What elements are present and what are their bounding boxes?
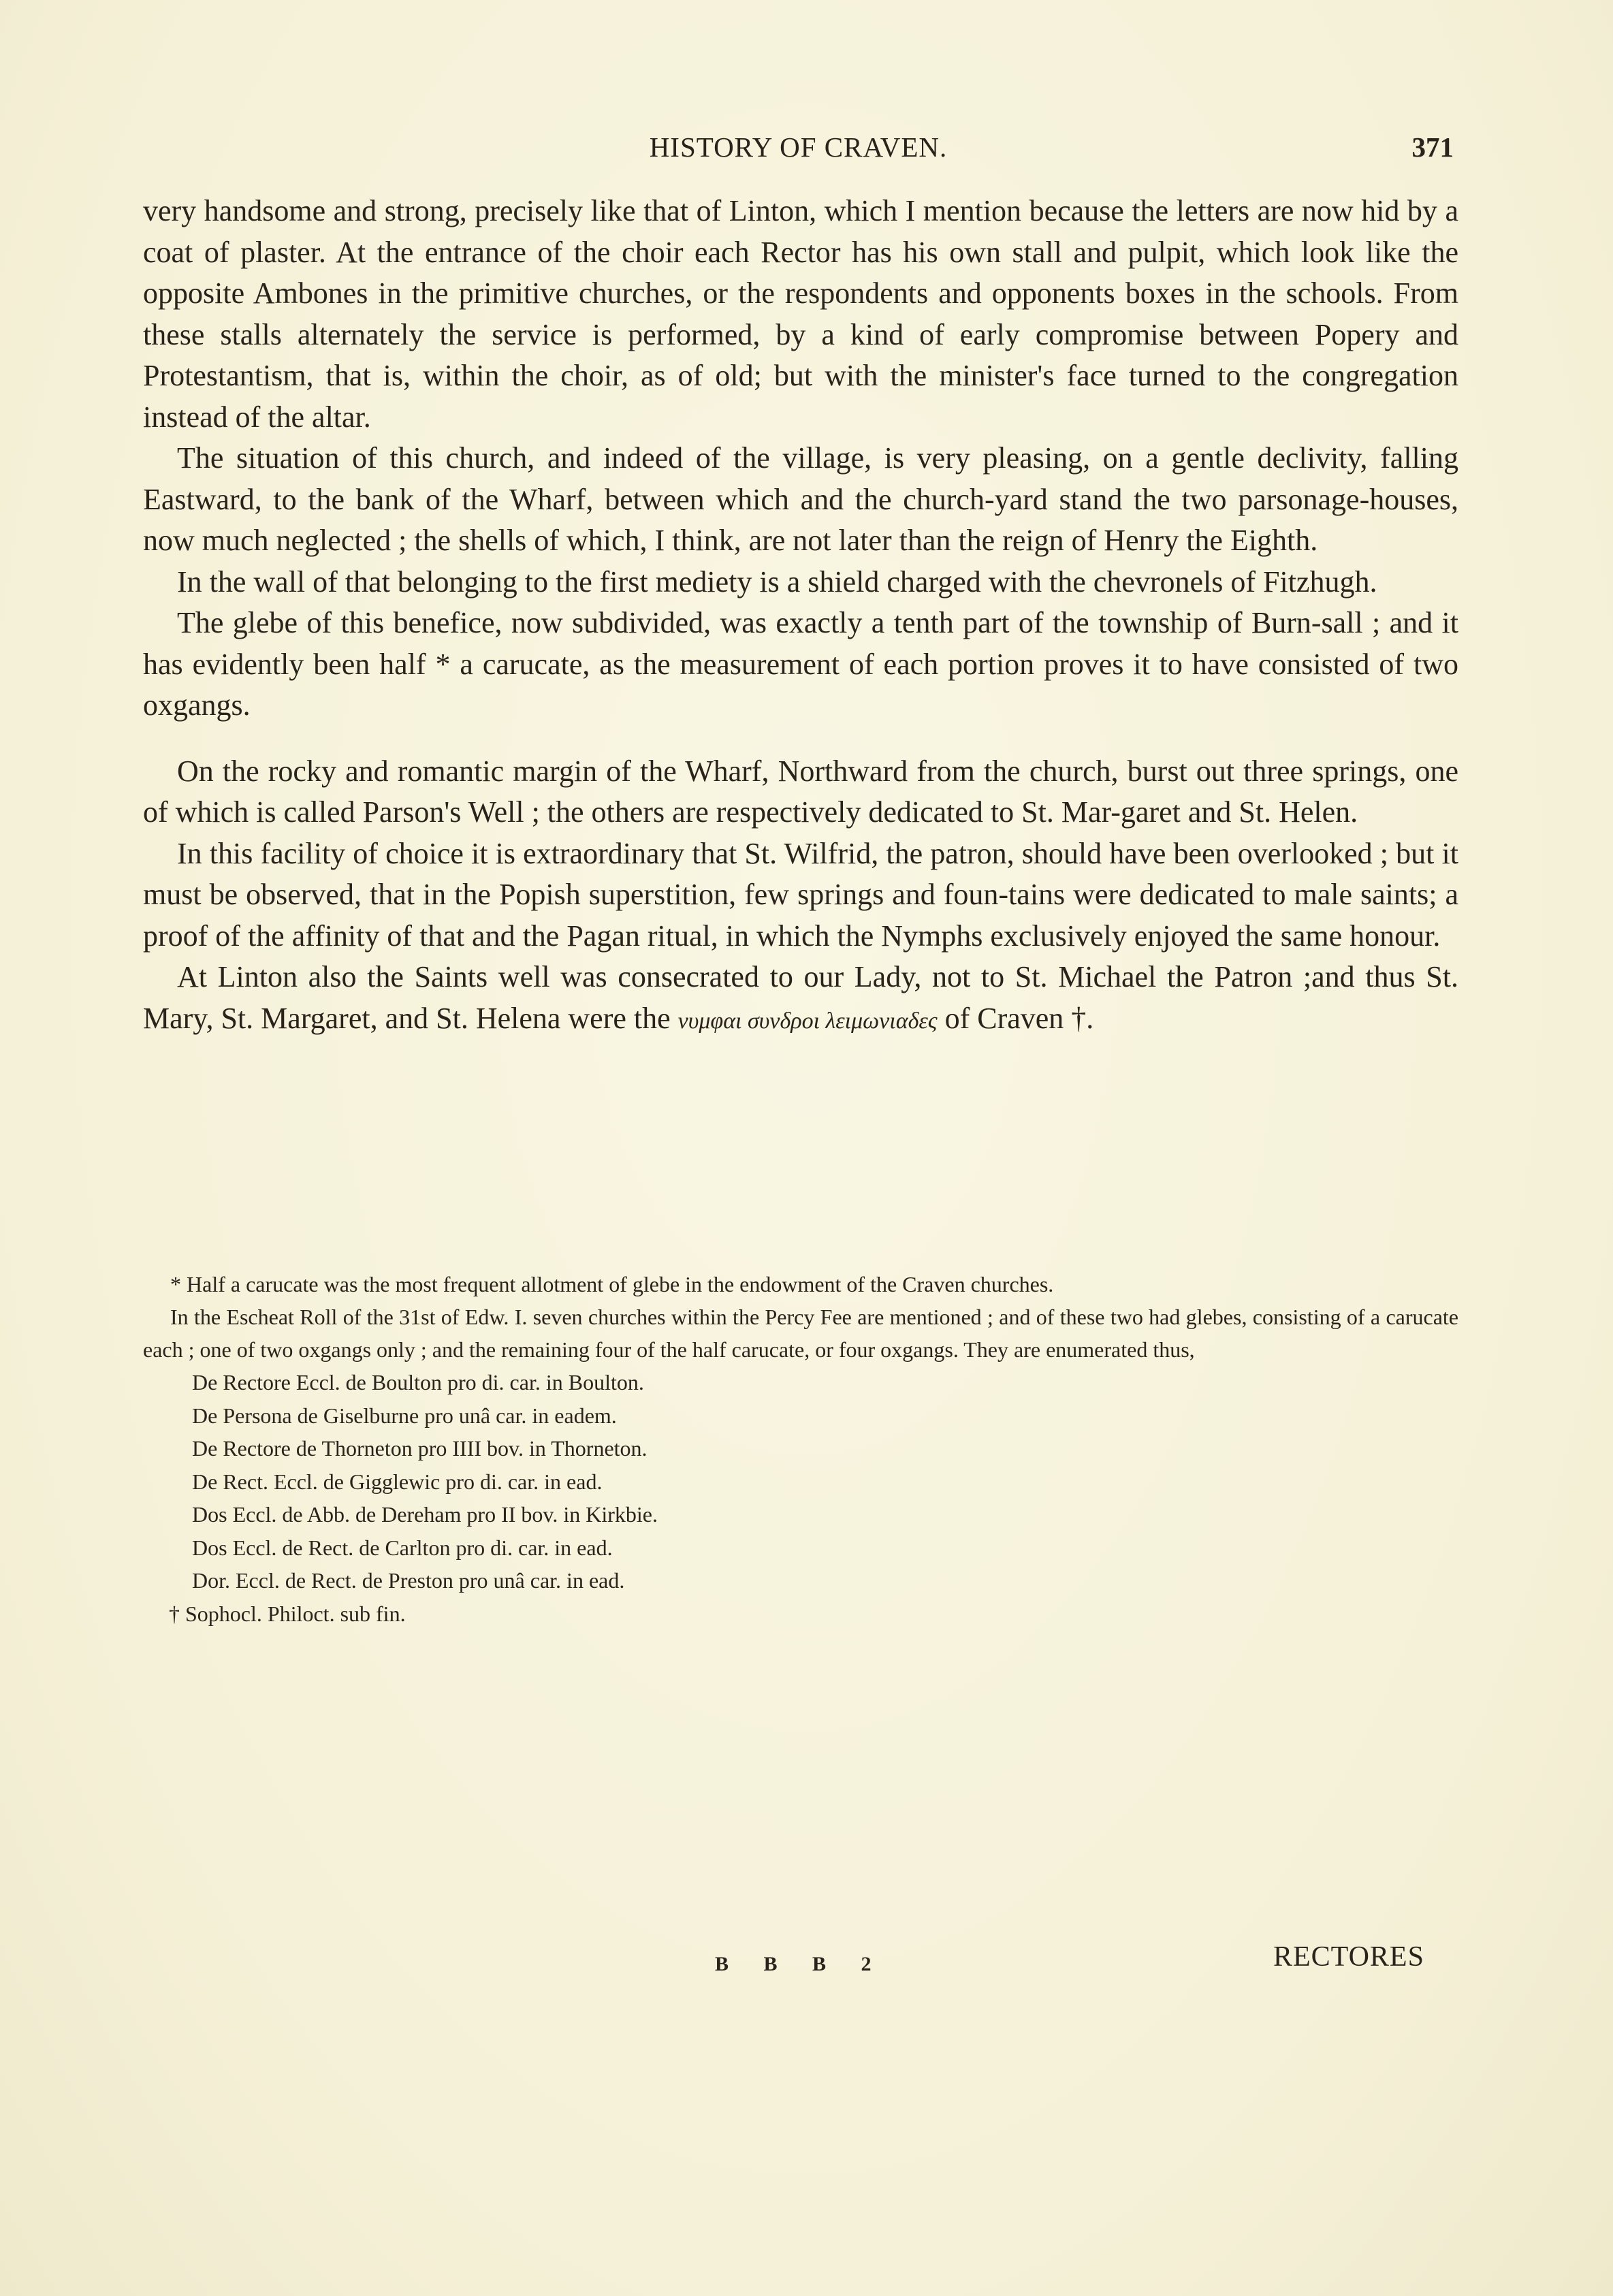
paragraph-situation: The situation of this church, and indeed of the village, is very pleasing, on a gentle declivity, falling Eastward, to the bank of the Wharf, between which and the church-yard stand the two parsonage-houses, now much neglected ; the shells of which, I think, are not later than the reign of Henry the Eighth. <box>143 441 1458 557</box>
signature-mark: B B B 2 <box>715 1953 887 1975</box>
paragraph-springs: On the rocky and romantic margin of the Wharf, Northward from the church, burst out three springs, one of which is called Parson's Well ; the others are respectively dedicated to St. Mar-garet and St. Helen. <box>143 754 1458 829</box>
running-title: HISTORY OF CRAVEN. <box>649 131 948 163</box>
list-item: De Persona de Giselburne pro unâ car. in eadem. <box>192 1403 617 1428</box>
footnotes <box>143 1268 1458 1630</box>
paragraph-choir: very handsome and strong, precisely like that of Linton, which I mention because the letters are now hid by a coat of plaster. At the entrance of the choir each Rector has his own stall and pulpit, which look like the opposite Ambones in the primitive churches, or the respondents and opponents boxes in the schools. From these stalls alternately the service is performed, by a kind of early compromise between Popery and Protestantism, that is, within the choir, as of old; but with the minister's face turned to the congregation instead of the altar. <box>143 194 1458 434</box>
footnote-star: * Half a carucate was the most frequent allotment of glebe in the endowment of the Craven churches. <box>170 1272 1054 1296</box>
page-number: 371 <box>1411 131 1454 163</box>
list-item: De Rectore de Thorneton pro IIII bov. in Thorneton. <box>192 1436 648 1461</box>
paragraph-wilfrid: In this facility of choice it is extraordinary that St. Wilfrid, the patron, should have been overlooked ; but it must be observed, that in the Popish superstition, few springs and foun-tains were dedicated to male saints; a proof of the affinity of that and the Pagan ritual, in which the Nymphs exclusively enjoyed the same honour. <box>143 836 1458 953</box>
body-text <box>143 191 1458 1042</box>
escheat-entries <box>143 1366 1458 1597</box>
list-item: Dor. Eccl. de Rect. de Preston pro unâ car. in ead. <box>192 1568 625 1593</box>
list-item: De Rect. Eccl. de Gigglewic pro di. car. in ead. <box>192 1469 603 1494</box>
catchword: RECTORES <box>1273 1941 1424 1973</box>
list-item: Dos Eccl. de Rect. de Carlton pro di. car. in ead. <box>192 1535 613 1560</box>
running-head <box>143 128 1454 169</box>
footnote-escheat: In the Escheat Roll of the 31st of Edw. I. seven churches within the Percy Fee are mentioned ; and of these two had glebes, consisting of a carucate each ; one of two oxgangs only ; and the remaining four of the half carucate, or four oxgangs. They are enumerated thus, <box>143 1305 1458 1362</box>
linton-text: At Linton also the Saints well was consecrated to our Lady, not to St. Michael the Patron ;and thus St. Mary, St. Margaret, and St. Helena were the <box>143 960 1458 1035</box>
paragraph-glebe: The glebe of this benefice, now subdivided, was exactly a tenth part of the township of Burn-sall ; and it has evidently been half * a carucate, as the measurement of each portion proves it to have consisted of two oxgangs. <box>143 606 1458 722</box>
footnote-dagger: † Sophocl. Philoct. sub fin. <box>169 1601 406 1626</box>
list-item: De Rectore Eccl. de Boulton pro di. car. in Boulton. <box>192 1370 644 1394</box>
list-item: Dos Eccl. de Abb. de Dereham pro II bov. in Kirkbie. <box>192 1502 658 1527</box>
paragraph-shield: In the wall of that belonging to the first mediety is a shield charged with the chevronels of Fitzhugh. <box>177 564 1377 599</box>
linton-text-end: of Craven †. <box>937 1001 1094 1035</box>
greek-quotation: νυμφαι συνδροι λειμωνιαδες <box>677 1008 938 1034</box>
paragraph-linton <box>143 957 1458 1042</box>
